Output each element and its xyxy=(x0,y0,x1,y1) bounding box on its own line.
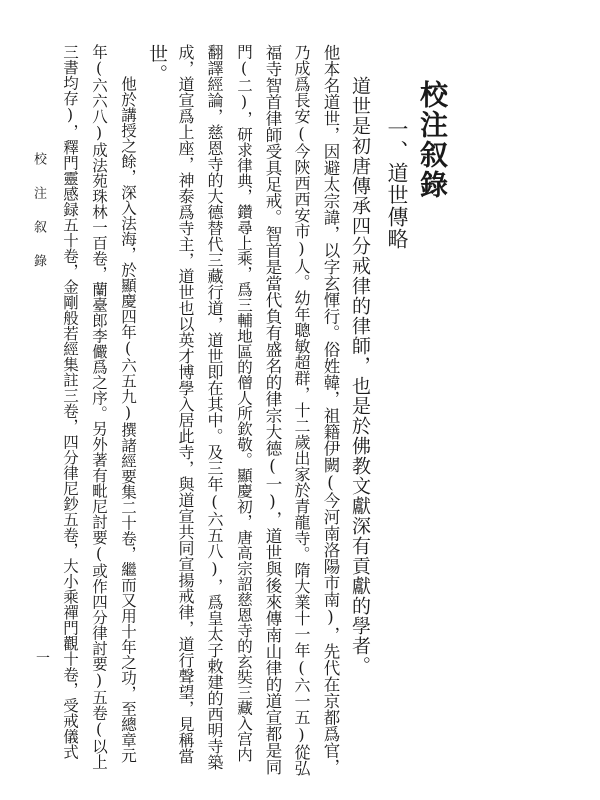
section-heading: 一、道世傳略 xyxy=(385,118,409,250)
body-column: 乃成爲長安(今陝西西安市)人。幼年聰敏超群，十二歲出家於青龍寺。隋大業十一年(六一五)從弘 xyxy=(292,44,311,776)
body-column: 三書均存)，釋門靈感録五十卷，金剛般若經集註三卷，四分律尼鈔五卷，大小乘禪門觀十卷，受戒儀式 xyxy=(61,44,79,760)
body-column: 福寺智首律師受具足戒。智首是當代負有盛名的律宗大德(一)，道世與後來傳南山律的道宣都是同 xyxy=(263,44,282,775)
body-column: 他本名道世，因避太宗諱，以字玄惲行。俗姓韓，祖籍伊闕(今河南洛陽市南)，先代在京都爲官， xyxy=(321,44,340,775)
page-number: 一 xyxy=(36,651,50,667)
body-column: 道世是初唐傳承四分戒律的律師，也是於佛教文獻深有貢獻的學者。 xyxy=(349,76,371,676)
body-column: 翻譯經論，慈恩寺的大德替代三藏行道，道世即在其中。及三年(六五八)，爲皇太子敕建的西明寺築 xyxy=(205,44,224,770)
body-column: 成，道宣爲上座，神泰爲寺主，道世也以英才博學入居此寺，與道宣共同宣揚戒律，道行聲望，見稱當 xyxy=(176,44,195,764)
running-head: 校 注 叙 錄 xyxy=(31,152,46,270)
body-column: 年(六六八)成法苑珠林一百卷，蘭臺郎李儼爲之序。另外著有毗尼討要(或作四分律討要)五卷(以上 xyxy=(90,44,108,770)
chapter-title: 校注叙錄 xyxy=(416,80,449,200)
body-column: 他於講授之餘，深入法海，於顯慶四年(六五九)撰諸經要集二十卷，繼而又用十年之功，至總章元 xyxy=(119,76,137,763)
body-column: 門(二)，研求律典，鑽尋上乘，爲三輔地區的僧人所欽敬。顯慶初，唐高宗詔慈恩寺的玄奘三藏入宫内 xyxy=(235,44,253,762)
body-column: 世。 xyxy=(146,44,168,84)
